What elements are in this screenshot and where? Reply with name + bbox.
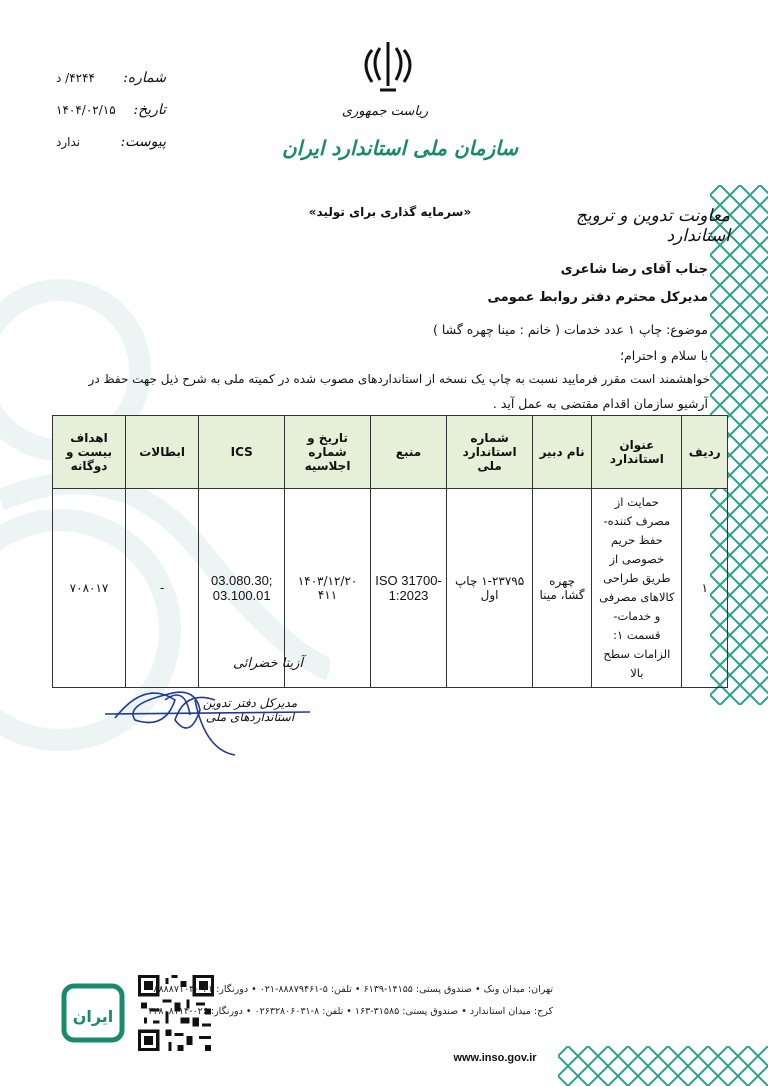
- recipient: جناب آقای رضا شاعری: [560, 262, 708, 277]
- footer-website[interactable]: www.inso.gov.ir: [453, 1052, 537, 1064]
- motto: «سرمایه گذاری برای تولید»: [308, 205, 472, 219]
- body-line-1: خواهشمند است مقرر فرمایید نسبت به چاپ یک نسخه از استانداردهای مصوب شده در کمیته ملی به شرح ذیل جهت حفظ در: [88, 372, 710, 386]
- signatory-name: آزیتا خضرائی: [232, 656, 304, 671]
- cell-cancellations: -: [126, 489, 199, 688]
- column-header-source: منبع: [370, 416, 446, 489]
- presidency-label: ریاست جمهوری: [341, 104, 429, 119]
- signature-icon: [105, 670, 315, 760]
- cell-ics: 03.080.30; 03.100.01: [199, 489, 285, 688]
- column-header-title: عنوان استاندارد: [592, 416, 682, 489]
- cell-source: ISO 31700-1:2023: [370, 489, 446, 688]
- standards-table: [52, 415, 728, 688]
- footer-address-tehran: تهران: میدان ونک • صندوق پستی: ۱۴۱۵۵-۶۱۳۹ • تلفن: ۵-۸۸۸۷۹۴۶۱-۰۲۱ • دورنگار: ۰۲۱-۸۸۸۸۷۱۰۳: [153, 984, 553, 995]
- iran-emblem-icon: [358, 38, 418, 94]
- date-value: ۱۴۰۴/۰۲/۱۵: [56, 103, 116, 117]
- cell-title: حمایت از مصرف کننده- حفظ حریم خصوصی از طریق طراحی کالاهای مصرفی و خدمات- قسمت ۱: الزامات سطح بالا: [592, 489, 682, 688]
- column-header-national-number: شماره استاندارد ملی: [447, 416, 533, 489]
- column-header-session: تاریخ و شماره اجلاسیه: [285, 416, 371, 489]
- column-header-secretary: نام دبیر: [532, 416, 591, 489]
- column-header-cancellations: ابطالات: [126, 416, 199, 489]
- number-value: ۴۲۴۴/ د: [56, 71, 95, 85]
- attachment-label: پیوست:: [120, 134, 166, 150]
- subject: موضوع: چاپ ۱ عدد خدمات ( خانم : مینا چهره گشا ): [433, 322, 708, 337]
- body-line-2: آرشیو سازمان اقدام مقتضی به عمل آید .: [492, 396, 708, 411]
- letter-meta: [56, 70, 166, 166]
- table-row: [53, 489, 728, 688]
- attachment-value: ندارد: [56, 135, 81, 149]
- column-header-ics: ICS: [199, 416, 285, 489]
- cell-row-number: ۱: [682, 489, 728, 688]
- signatory-title: مدیرکل دفتر تدوین استانداردهای ملی: [202, 696, 298, 724]
- column-header-goals: اهداف بیست و دوگانه: [53, 416, 126, 489]
- decorative-border-bottom: [558, 1046, 768, 1086]
- number-label: شماره:: [123, 70, 166, 86]
- cell-session: ۱۴۰۳/۱۲/۲۰ ۴۱۱: [285, 489, 371, 688]
- department-name: معاونت تدوین و ترویج استاندارد: [575, 206, 730, 246]
- table-header-row: [53, 416, 728, 489]
- inso-logo-icon: [58, 978, 128, 1048]
- cell-goals: ۷۰۸۰۱۷: [53, 489, 126, 688]
- cell-secretary: چهره گشا، مینا: [532, 489, 591, 688]
- date-label: تاریخ:: [133, 102, 166, 118]
- organization-name: سازمان ملی استاندارد ایران: [282, 136, 518, 160]
- column-header-row-number: ردیف: [682, 416, 728, 489]
- cell-national-number: ۱-۲۳۷۹۵ چاپ اول: [447, 489, 533, 688]
- recipient-title: مدیرکل محترم دفتر روابط عمومی: [487, 290, 708, 305]
- footer-address-karaj: کرج: میدان استاندارد • صندوق پستی: ۳۱۵۸۵-۱۶۳ • تلفن: ۸-۰۲۶۳۲۸۰۶۰۳۱ • دورنگار: ۰۲۶-۳۲۸۰۸۱۱۴: [148, 1006, 553, 1017]
- greeting: با سلام و احترام؛: [620, 348, 708, 363]
- inso-logo-text: ایران: [72, 1007, 114, 1026]
